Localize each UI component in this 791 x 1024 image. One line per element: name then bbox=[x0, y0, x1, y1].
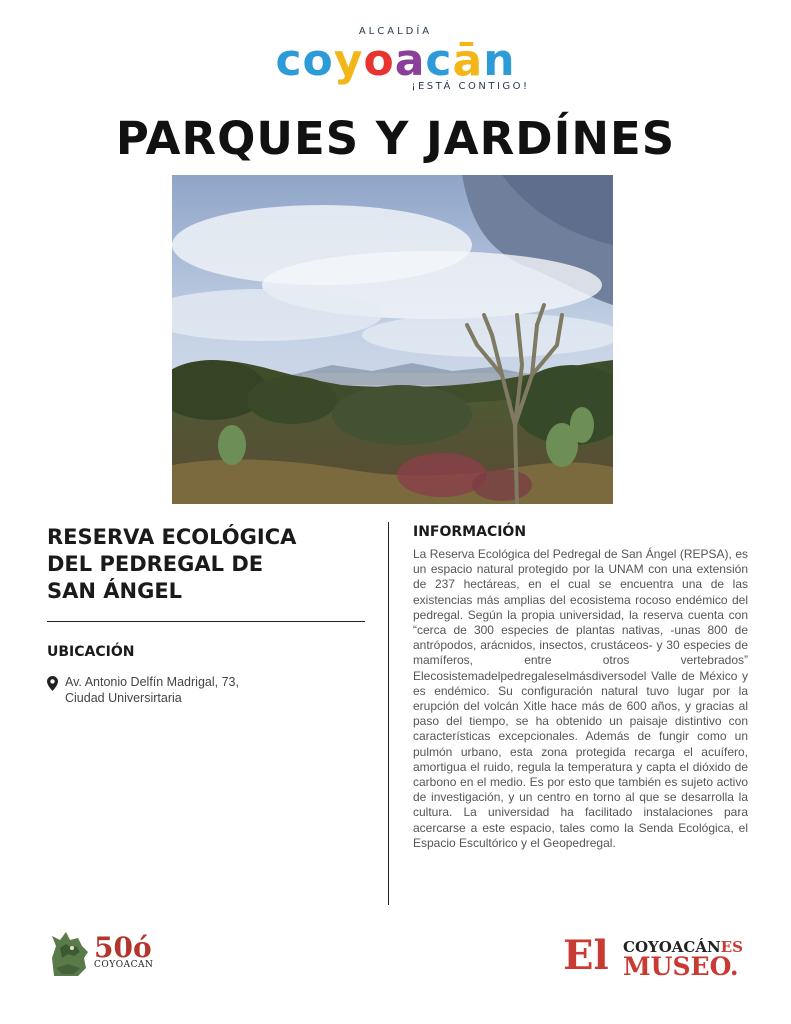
right-column bbox=[413, 524, 748, 851]
logo-letter: c bbox=[275, 35, 303, 86]
logo-letter: c bbox=[425, 35, 453, 86]
left-column bbox=[47, 524, 365, 706]
500-number bbox=[94, 931, 153, 964]
500-city-text: COYOACAN bbox=[94, 960, 154, 970]
logo-letter: o bbox=[302, 35, 334, 86]
logo-letter: a bbox=[394, 35, 426, 86]
museo-es-text: ES bbox=[720, 938, 743, 956]
500-text-block bbox=[94, 931, 154, 970]
museo-coyoacan-text: COYOACÁN bbox=[623, 938, 721, 956]
logo-tagline: ¡ESTÁ CONTIGO! bbox=[411, 81, 530, 92]
landscape-photo-illustration bbox=[172, 175, 613, 504]
reserve-name bbox=[47, 524, 365, 605]
address bbox=[47, 674, 365, 706]
coyote-emblem-icon bbox=[48, 928, 90, 978]
page-title: PARQUES Y JARDÍNES bbox=[115, 112, 676, 165]
logo-letter: y bbox=[333, 35, 364, 86]
location-heading: UBICACIÓN bbox=[47, 644, 135, 660]
logo-top-text: ALCALDÍA bbox=[358, 26, 433, 37]
column-divider bbox=[388, 522, 389, 905]
coyoacan-es-museo-logo bbox=[563, 932, 753, 981]
address-line: Av. Antonio Delfín Madrigal, 73, bbox=[65, 675, 239, 689]
logo-letter: n bbox=[483, 35, 516, 86]
landscape-photo bbox=[172, 175, 613, 504]
location-pin-icon bbox=[47, 674, 59, 706]
logo-wordmark bbox=[0, 35, 791, 86]
logo-letter: o bbox=[363, 35, 395, 86]
museo-el-text: El bbox=[563, 932, 609, 979]
address-text bbox=[65, 674, 239, 706]
500-number-accent: ó bbox=[132, 931, 152, 964]
information-heading: INFORMACIÓN bbox=[413, 524, 527, 540]
alcaldia-logo bbox=[0, 26, 791, 92]
museo-bottom-text: MUSEO. bbox=[623, 952, 739, 981]
500-coyoacan-logo bbox=[48, 927, 158, 979]
section-divider bbox=[47, 621, 365, 622]
reserve-name-line: RESERVA ECOLÓGICA bbox=[47, 525, 297, 549]
500-number-digits: 50 bbox=[94, 931, 133, 964]
reserve-name-line: SAN ÁNGEL bbox=[47, 579, 183, 603]
information-text: La Reserva Ecológica del Pedregal de San Ángel (REPSA), es un espacio natural protegido por la UNAM con una extensión de 237 hectáreas, en el cual se encuentra una de las existencias más amplias del ecosistema rocoso endémico del pedregal. Según la propia universidad, la reserva cuenta con “cerca de 300 especies de plantas nativas, -unas 800 de antrópodos, arácnidos, insectos, crustáceos- y 30 especies de mamíferos, entre otros vertebrados” Elecosistemadelpedregaleselmásdiversodel Valle de México y es endémico. Su configuración natural tuvo lugar por la erupción del volcán Xitle hace más de 600 años, y gracias al paso del tiempo, se ha obtenido un paisaje distintivo con características excepcionales. Además de fungir como un pulmón urbano, esta zona protegida recarga el acuífero, amortigua el ruido, regula la temperatura y capta el dióxido de carbono en el medio. Es por esto que también es sujeto activo de investigación, y un centro en torno al que se desarrolla la cultura. La universidad ha facilitado instalaciones para acercarse a este espacio, tales como la Senda Ecológica, el Espacio Escultórico y el Geopedregal. bbox=[413, 547, 748, 850]
logo-letter: ā bbox=[452, 35, 484, 86]
reserve-name-line: DEL PEDREGAL DE bbox=[47, 552, 264, 576]
address-line: Ciudad Universirtaria bbox=[65, 691, 182, 705]
